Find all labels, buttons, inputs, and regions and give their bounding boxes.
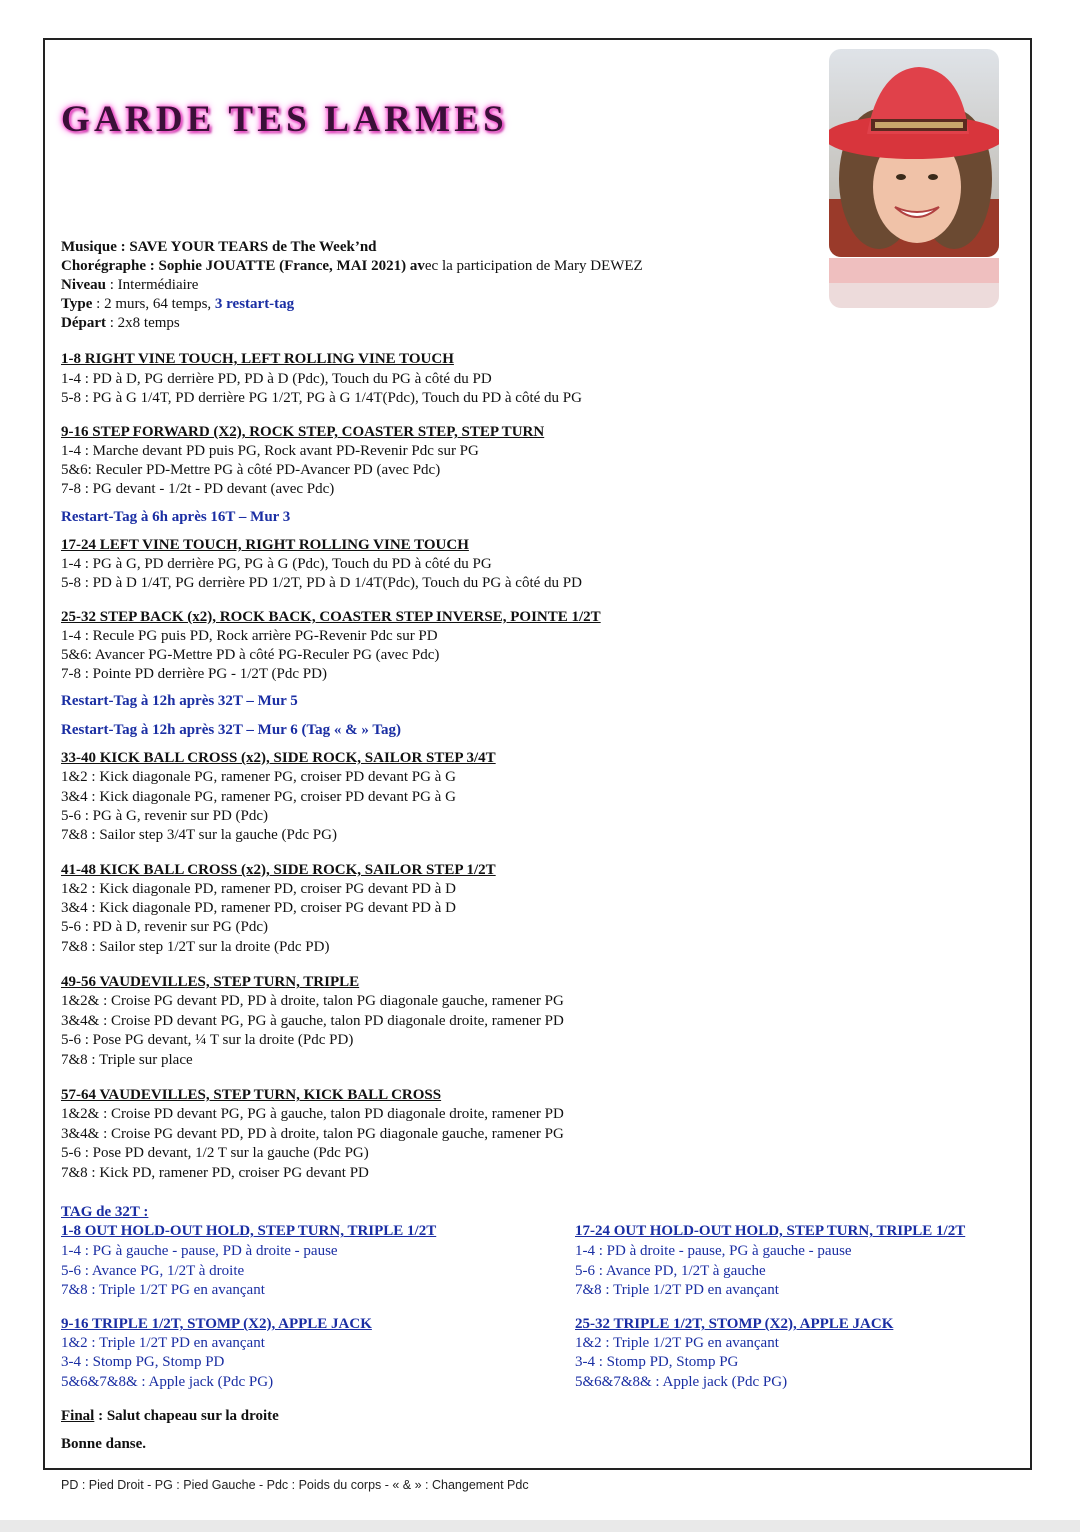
choreographer-line	[61, 257, 643, 276]
photo-reflection	[829, 258, 999, 308]
section-heading: 49-56 VAUDEVILLES, STEP TURN, TRIPLE	[61, 974, 360, 990]
tag-step-line: 3-4 : Stomp PD, Stomp PG	[575, 1354, 739, 1370]
tag-step-line: 5-6 : Avance PD, 1/2T à gauche	[575, 1263, 766, 1279]
final-value: : Salut chapeau sur la droite	[94, 1408, 279, 1424]
tag-section-heading: 17-24 OUT HOLD-OUT HOLD, STEP TURN, TRIPLE 1/2T	[575, 1223, 966, 1239]
step-line: 5-6 : Pose PD devant, 1/2 T sur la gauche (Pdc PG)	[61, 1145, 369, 1161]
step-line: 7&8 : Sailor step 3/4T sur la gauche (Pdc PG)	[61, 827, 337, 843]
step-line: 5-6 : PG à G, revenir sur PD (Pdc)	[61, 808, 269, 824]
step-line: 1&2 : Kick diagonale PD, ramener PD, croiser PG devant PD à D	[61, 881, 456, 897]
restart-note: Restart-Tag à 6h après 16T – Mur 3	[61, 509, 291, 525]
music-value: SAVE YOUR TEARS de The Week’nd	[129, 239, 377, 255]
start-value: : 2x8 temps	[106, 315, 180, 331]
start-line	[61, 314, 180, 333]
step-line: 3&4 : Kick diagonale PD, ramener PD, croiser PG devant PD à D	[61, 900, 456, 916]
step-line: 3&4 : Kick diagonale PG, ramener PG, croiser PD devant PG à G	[61, 789, 456, 805]
step-line: 3&4& : Croise PD devant PG, PG à gauche, talon PD diagonale droite, ramener PD	[61, 1013, 564, 1029]
tag-step-line: 7&8 : Triple 1/2T PD en avançant	[575, 1282, 779, 1298]
tag-step-line: 1-4 : PD à droite - pause, PG à gauche - pause	[575, 1243, 852, 1259]
restart-note: Restart-Tag à 12h après 32T – Mur 5	[61, 693, 298, 709]
choreographer-label: Chorégraphe :	[61, 258, 155, 274]
section-heading: 1-8 RIGHT VINE TOUCH, LEFT ROLLING VINE TOUCH	[61, 351, 454, 367]
tag-section-heading: 1-8 OUT HOLD-OUT HOLD, STEP TURN, TRIPLE 1/2T	[61, 1223, 437, 1239]
start-label: Départ	[61, 315, 106, 331]
tag-step-line: 1&2 : Triple 1/2T PG en avançant	[575, 1335, 779, 1351]
final-line	[61, 1407, 279, 1426]
tag-step-line: 1-4 : PG à gauche - pause, PD à droite - pause	[61, 1243, 338, 1259]
music-line	[61, 238, 377, 257]
step-line: 7-8 : Pointe PD derrière PG - 1/2T (Pdc PD)	[61, 666, 327, 682]
step-line: 7&8 : Kick PD, ramener PD, croiser PG devant PD	[61, 1165, 369, 1181]
legend-footer: PD : Pied Droit - PG : Pied Gauche - Pdc : Poids du corps - « & » : Changement Pdc	[61, 1478, 529, 1492]
step-line: 1-4 : PD à D, PG derrière PD, PD à D (Pdc), Touch du PG à côté du PD	[61, 371, 492, 387]
dance-title: GARDE TES LARMES	[61, 99, 508, 140]
step-line: 1-4 : Recule PG puis PD, Rock arrière PG-Revenir Pdc sur PD	[61, 628, 438, 644]
section-heading: 57-64 VAUDEVILLES, STEP TURN, KICK BALL CROSS	[61, 1087, 442, 1103]
choreographer-photo	[829, 49, 999, 257]
level-label: Niveau	[61, 277, 106, 293]
step-line: 1-4 : PG à G, PD derrière PG, PG à G (Pdc), Touch du PD à côté du PG	[61, 556, 492, 572]
section-heading: 17-24 LEFT VINE TOUCH, RIGHT ROLLING VINE TOUCH	[61, 537, 469, 553]
step-line: 7&8 : Sailor step 1/2T sur la droite (Pdc PD)	[61, 939, 330, 955]
tag-step-line: 1&2 : Triple 1/2T PD en avançant	[61, 1335, 265, 1351]
tag-step-line: 7&8 : Triple 1/2T PG en avançant	[61, 1282, 265, 1298]
step-line: 7&8 : Triple sur place	[61, 1052, 193, 1068]
music-label: Musique :	[61, 239, 126, 255]
level-line	[61, 276, 198, 295]
step-line: 1&2& : Croise PD devant PG, PG à gauche, talon PD diagonale droite, ramener PD	[61, 1106, 564, 1122]
tag-title: TAG de 32T :	[61, 1204, 149, 1220]
tag-step-line: 5&6&7&8& : Apple jack (Pdc PG)	[61, 1374, 274, 1390]
level-value: : Intermédiaire	[106, 277, 199, 293]
step-line: 7-8 : PG devant - 1/2t - PD devant (avec Pdc)	[61, 481, 335, 497]
section-heading: 33-40 KICK BALL CROSS (x2), SIDE ROCK, SAILOR STEP 3/4T	[61, 750, 496, 766]
type-value: : 2 murs, 64 temps,	[92, 296, 215, 312]
tag-step-line: 3-4 : Stomp PG, Stomp PD	[61, 1354, 225, 1370]
restart-count: 3 restart-tag	[214, 296, 295, 312]
section-heading: 25-32 STEP BACK (x2), ROCK BACK, COASTER STEP INVERSE, POINTE 1/2T	[61, 609, 601, 625]
restart-note: Restart-Tag à 12h après 32T – Mur 6 (Tag « & » Tag)	[61, 722, 402, 738]
tag-step-line: 5-6 : Avance PG, 1/2T à droite	[61, 1263, 245, 1279]
step-line: 1&2& : Croise PG devant PD, PD à droite, talon PG diagonale gauche, ramener PG	[61, 993, 564, 1009]
closing-text: Bonne danse.	[61, 1436, 147, 1452]
step-line: 5-8 : PD à D 1/4T, PG derrière PD 1/2T, PD à D 1/4T(Pdc), Touch du PG à côté du PD	[61, 575, 582, 591]
section-heading: 9-16 STEP FORWARD (X2), ROCK STEP, COASTER STEP, STEP TURN	[61, 424, 545, 440]
step-line: 3&4& : Croise PG devant PD, PD à droite, talon PG diagonale gauche, ramener PG	[61, 1126, 564, 1142]
choreographer-value: Sophie JOUATTE (France, MAI 2021) av	[158, 258, 425, 274]
step-line: 5-6 : Pose PG devant, ¼ T sur la droite (Pdc PD)	[61, 1032, 354, 1048]
type-label: Type	[61, 296, 93, 312]
tag-step-line: 5&6&7&8& : Apple jack (Pdc PG)	[575, 1374, 788, 1390]
final-label: Final	[61, 1408, 95, 1424]
step-line: 1-4 : Marche devant PD puis PG, Rock avant PD-Revenir Pdc sur PG	[61, 443, 479, 459]
step-line: 5-6 : PD à D, revenir sur PG (Pdc)	[61, 919, 269, 935]
step-line: 1&2 : Kick diagonale PG, ramener PG, croiser PD devant PG à G	[61, 769, 456, 785]
tag-section-heading: 25-32 TRIPLE 1/2T, STOMP (X2), APPLE JACK	[575, 1316, 894, 1332]
step-line: 5&6: Avancer PG-Mettre PD à côté PG-Reculer PG (avec Pdc)	[61, 647, 440, 663]
tag-section-heading: 9-16 TRIPLE 1/2T, STOMP (X2), APPLE JACK	[61, 1316, 372, 1332]
step-line: 5&6: Reculer PD-Mettre PG à côté PD-Avancer PD (avec Pdc)	[61, 462, 441, 478]
type-line	[61, 295, 294, 314]
step-line: 5-8 : PG à G 1/4T, PD derrière PG 1/2T, PG à G 1/4T(Pdc), Touch du PD à côté du PG	[61, 390, 582, 406]
viewer-bottom-bar	[0, 1520, 1080, 1532]
choreographer-participation: ec la participation de Mary DEWEZ	[424, 258, 643, 274]
section-heading: 41-48 KICK BALL CROSS (x2), SIDE ROCK, SAILOR STEP 1/2T	[61, 862, 496, 878]
